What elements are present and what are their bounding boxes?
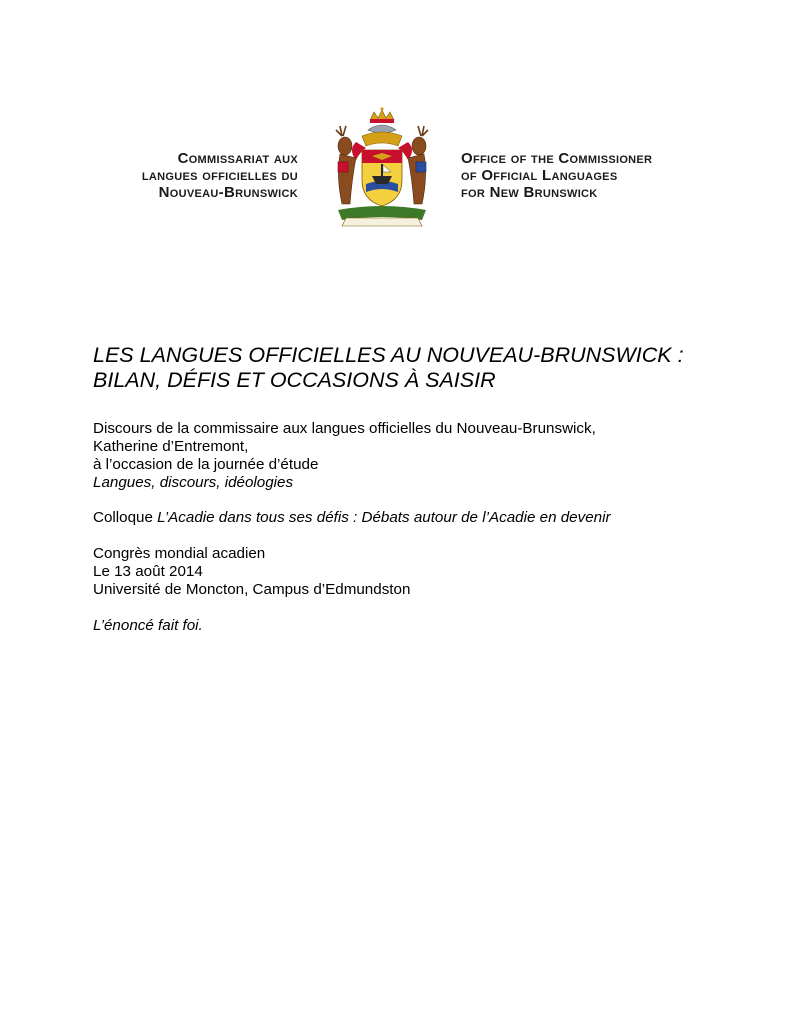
crest-deer-right [408,126,428,204]
crest-deer-left [336,126,356,204]
org-name-french-line-2: langues officielles du [141,167,298,184]
study-day-title: Langues, discours, idéologies [93,474,294,491]
org-name-french-line-3: Nouveau-Brunswick [158,184,298,201]
crest-helmet [362,132,402,146]
org-name-english-line-2: of Official Languages [461,167,618,184]
org-name-french-line-1: Commissariat aux [177,150,298,167]
colloque-prefix: Colloque [93,509,158,526]
speech-description [93,420,733,492]
speech-line-2: Katherine d’Entremont, [93,438,249,455]
colloque-line [93,509,733,527]
colloque-title: L’Acadie dans tous ses défis : Débats autour de l’Acadie en devenir [157,509,611,526]
org-name-english-line-1: Office of the Commissioner [461,150,653,167]
coat-of-arms-logo [326,106,438,232]
speech-line-3: à l’occasion de la journée d’étude [93,456,319,473]
check-against-delivery-note: L’énoncé fait foi. [93,617,203,634]
document-title-line-1: LES LANGUES OFFICIELLES AU NOUVEAU-BRUNSWICK : [93,343,684,367]
crest-motto-scroll [342,218,422,226]
org-name-english-line-3: for New Brunswick [461,184,598,201]
document-title-line-2: BILAN, DÉFIS ET OCCASIONS À SAISIR [93,368,496,392]
crest-crown [370,107,394,123]
org-name-french [100,150,298,201]
document-title [93,343,733,393]
event-name: Congrès mondial acadien [93,545,266,562]
event-date: Le 13 août 2014 [93,563,203,580]
crest-shield [362,150,402,206]
org-name-english [461,150,721,201]
event-details [93,545,733,599]
event-place: Université de Moncton, Campus d’Edmundston [93,581,411,598]
speech-line-1: Discours de la commissaire aux langues officielles du Nouveau-Brunswick, [93,420,596,437]
